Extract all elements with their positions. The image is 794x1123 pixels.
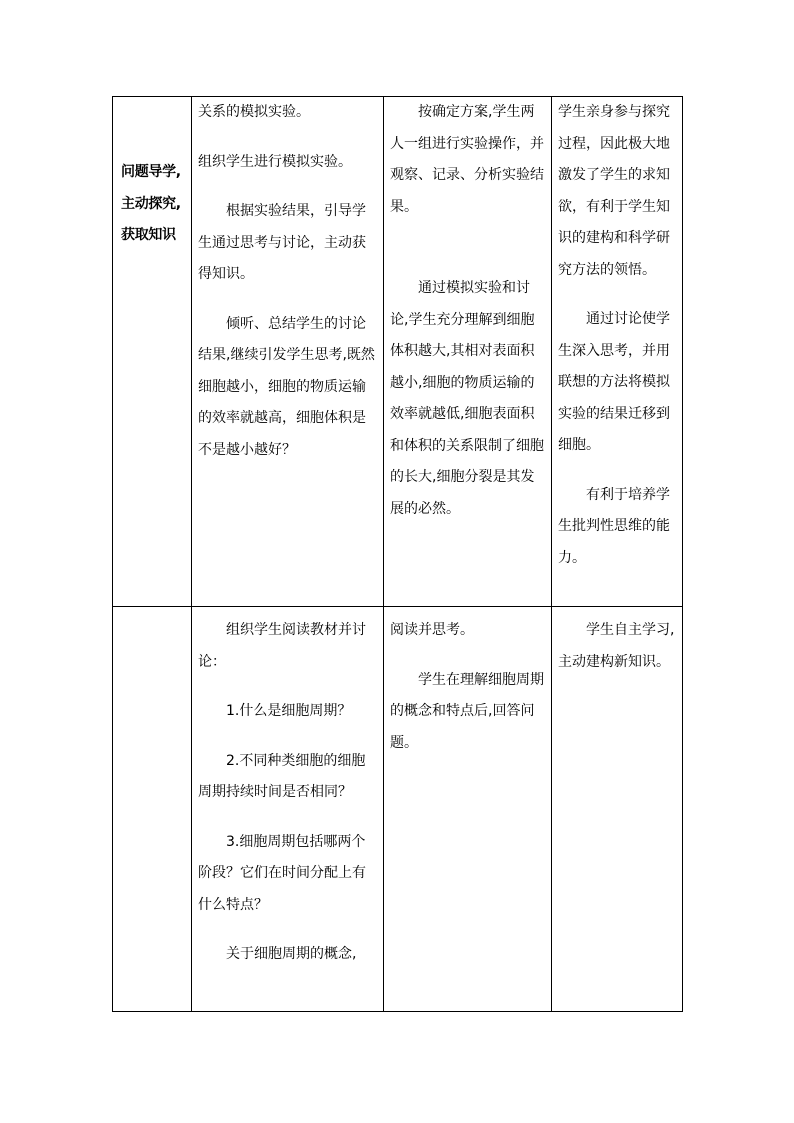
paragraph: 关于细胞周期的概念, xyxy=(226,946,357,962)
paragraph: 2.不同种类细胞的细胞周期持续时间是否相同？ xyxy=(198,752,366,800)
paragraph: 阅读并思考。 xyxy=(390,622,474,638)
design-intent-cell xyxy=(552,607,683,1012)
paragraph: 倾听、总结学生的讨论结果,继续引发学生思考,既然细胞越小，细胞的物质运输的效率就越高，细胞体积是不是越小越好？ xyxy=(198,315,375,458)
paragraph: 有利于培养学生批判性思维的能力。 xyxy=(558,486,670,566)
paragraph: 1.什么是细胞周期？ xyxy=(226,703,352,719)
stage-cell xyxy=(113,97,192,607)
stage-cell xyxy=(113,607,192,1012)
stage-label: 问题导学, xyxy=(121,164,181,180)
table-row xyxy=(113,97,683,607)
paragraph: 组织学生进行模拟实验。 xyxy=(198,153,352,170)
teacher-activity-cell xyxy=(192,607,384,1012)
paragraph: 学生亲身参与探究过程，因此极大地激发了学生的求知欲，有利于学生知识的建构和科学研究方法的领悟。 xyxy=(558,104,670,278)
table-row xyxy=(113,607,683,1012)
paragraph: 学生自主学习,主动建构新知识。 xyxy=(558,622,675,670)
paragraph: 3.细胞周期包括哪两个阶段？它们在时间分配上有什么特点？ xyxy=(198,833,366,913)
student-activity-cell xyxy=(384,97,552,607)
design-intent-cell xyxy=(552,97,683,607)
stage-label: 主动探究, xyxy=(121,195,181,212)
paragraph: 按确定方案,学生两人一组进行实验操作，并观察、记录、分析实验结果。 xyxy=(390,104,544,215)
stage-label: 获取知识 xyxy=(121,227,176,243)
lesson-plan-table xyxy=(112,96,683,1012)
paragraph: 学生在理解细胞周期的概念和特点后,回答问题。 xyxy=(390,671,544,751)
student-activity-cell xyxy=(384,607,552,1012)
paragraph: 组织学生阅读教材并讨论： xyxy=(198,622,366,670)
paragraph: 根据实验结果，引导学生通过思考与讨论，主动获得知识。 xyxy=(198,203,366,282)
paragraph: 通过讨论使学生深入思考，并用联想的方法将模拟实验的结果迁移到细胞。 xyxy=(558,311,670,453)
teacher-activity-cell xyxy=(192,97,384,607)
paragraph: 通过模拟实验和讨论,学生充分理解到细胞体积越大,其相对表面积越小,细胞的物质运输的效率就越低,细胞表面积和体积的关系限制了细胞的长大,细胞分裂是其发展的必然。 xyxy=(390,280,544,517)
paragraph: 关系的模拟实验。 xyxy=(198,104,310,120)
